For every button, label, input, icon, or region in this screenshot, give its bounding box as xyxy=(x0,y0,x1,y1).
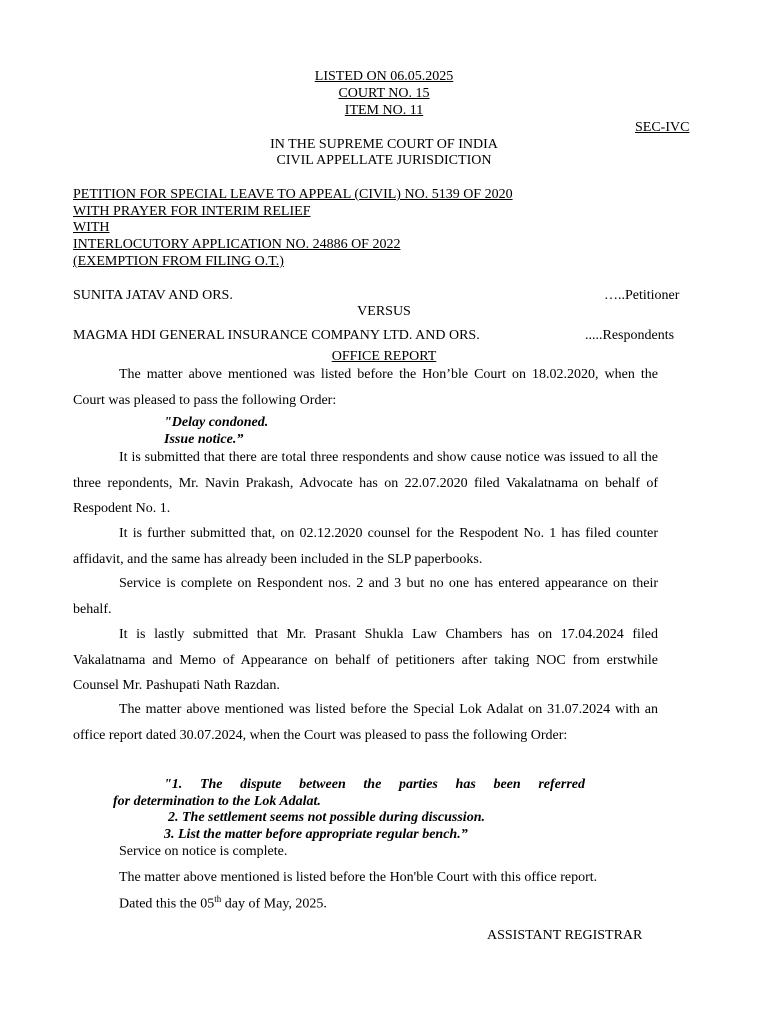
service-statement: Service on notice is complete. xyxy=(119,844,288,859)
order-1-line-1: "Delay condoned. xyxy=(164,415,269,430)
petition-line-4: INTERLOCUTORY APPLICATION NO. 24886 OF 2022 xyxy=(73,237,401,252)
petition-line-3: WITH xyxy=(73,220,110,235)
order-1-line-2: Issue notice.” xyxy=(164,432,244,447)
paragraph-1: The matter above mentioned was listed before the Hon’ble Court on 18.02.2020, when the Court was pleased to pass the following Order: xyxy=(73,367,658,408)
item-number: ITEM NO. 11 xyxy=(344,103,424,118)
order-2-line-3: 2. The settlement seems not possible during discussion. xyxy=(168,810,485,825)
report-title: OFFICE REPORT xyxy=(331,349,437,364)
respondent-role: .....Respondents xyxy=(585,328,675,343)
petition-line-2: WITH PRAYER FOR INTERIM RELIEF xyxy=(73,204,311,219)
dated-suffix: day of May, 2025. xyxy=(221,896,327,912)
dated-prefix: Dated this the 05 xyxy=(119,896,215,912)
section-label: SEC-IVC xyxy=(635,120,690,135)
jurisdiction: CIVIL APPELLATE JURISDICTION xyxy=(276,153,492,168)
dated-ordinal: th xyxy=(214,894,222,904)
paragraph-2: It is submitted that there are total three respondents and show cause notice was issued to all the three repondents, Mr. Navin Prakash, Advocate has on 22.07.2020 filed Vakalatnama on behalf of Respodent No. 1. xyxy=(73,450,658,516)
petitioner-role: …..Petitioner xyxy=(604,288,680,303)
listing-date: LISTED ON 06.05.2025 xyxy=(314,69,454,84)
paragraph-3: It is further submitted that, on 02.12.2020 counsel for the Respodent No. 1 has filed counter affidavit, and the same has already been included in the SLP paperbooks. xyxy=(73,526,658,567)
paragraph-5: It is lastly submitted that Mr. Prasant Shukla Law Chambers has on 17.04.2024 filed Vakalatnama and Memo of Appearance on behalf of petitioners after taking NOC from erstwhile Counsel Mr. Pashupati Nath Razdan. xyxy=(73,627,658,693)
petitioner-name: SUNITA JATAV AND ORS. xyxy=(73,288,233,303)
versus: VERSUS xyxy=(357,304,411,319)
court-number: COURT NO. 15 xyxy=(338,86,430,101)
order-2-line-1: "1. The dispute between the parties has been referred xyxy=(164,777,585,792)
signatory: ASSISTANT REGISTRAR xyxy=(487,928,643,943)
paragraph-6: The matter above mentioned was listed before the Special Lok Adalat on 31.07.2024 with an office report dated 30.07.2024, when the Court was pleased to pass the following Order: xyxy=(73,702,658,743)
petition-line-5: (EXEMPTION FROM FILING O.T.) xyxy=(73,254,284,269)
order-2-line-4: 3. List the matter before appropriate regular bench.” xyxy=(164,827,468,842)
paragraph-4: Service is complete on Respondent nos. 2 and 3 but no one has entered appearance on their behalf. xyxy=(73,576,658,617)
court-name: IN THE SUPREME COURT OF INDIA xyxy=(270,137,498,152)
listing-statement: The matter above mentioned is listed before the Hon'ble Court with this office report. xyxy=(119,870,598,885)
respondent-name: MAGMA HDI GENERAL INSURANCE COMPANY LTD. AND ORS. xyxy=(73,328,480,343)
petition-line-1: PETITION FOR SPECIAL LEAVE TO APPEAL (CIVIL) NO. 5139 OF 2020 xyxy=(73,187,513,202)
dated-line xyxy=(119,894,327,913)
order-2-line-2: for determination to the Lok Adalat. xyxy=(113,794,321,809)
